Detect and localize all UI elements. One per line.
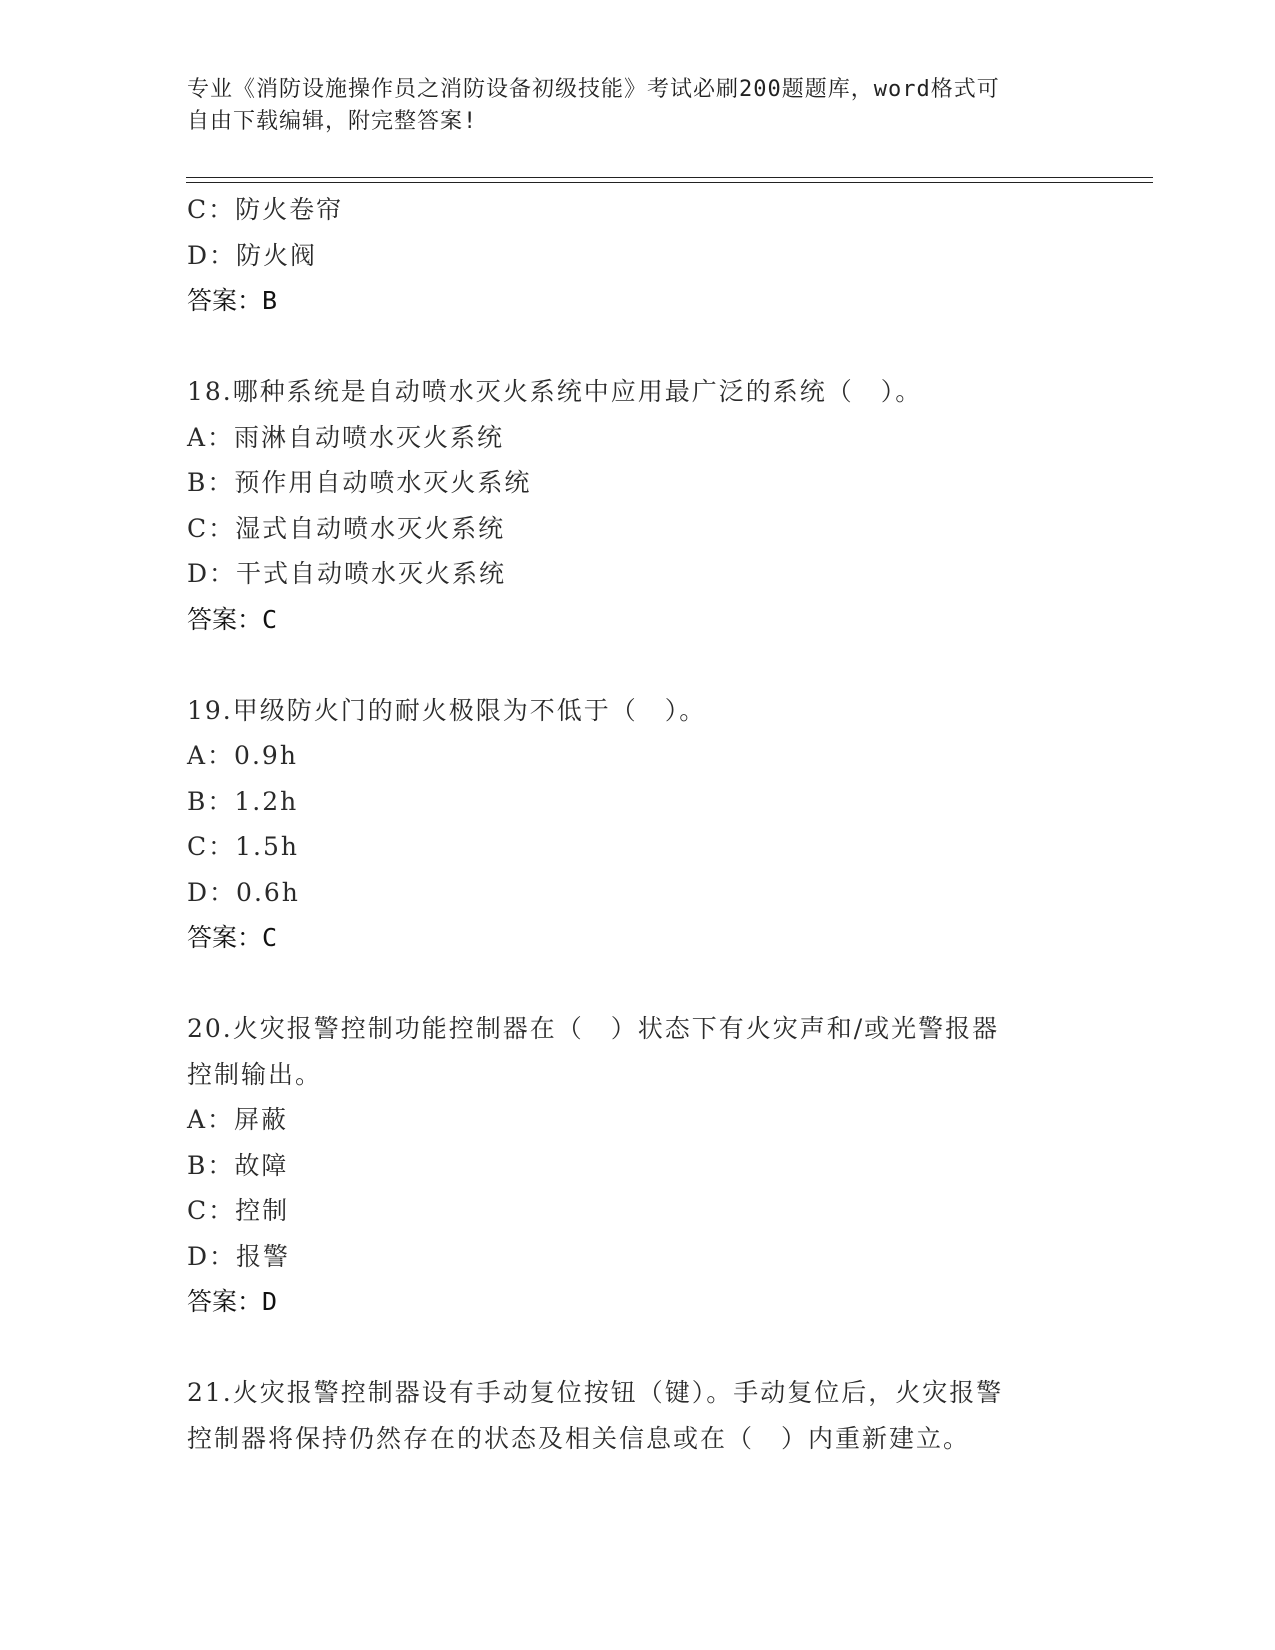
question-18 bbox=[187, 369, 1087, 642]
question-stem-line-1: 20.火灾报警控制功能控制器在（ ）状态下有火灾声和/或光警报器 bbox=[187, 1014, 1000, 1043]
spacer bbox=[187, 642, 1087, 688]
option-a: A：雨淋自动喷水灭火系统 bbox=[187, 422, 505, 452]
option-b: B：1.2h bbox=[187, 786, 299, 816]
question-stem: 19.甲级防火门的耐火极限为不低于（ ）。 bbox=[187, 695, 707, 725]
header-title-line-1: 专业《消防设施操作员之消防设备初级技能》考试必刷200题题库，word格式可 bbox=[187, 77, 1000, 102]
answer-line: 答案：C bbox=[187, 604, 278, 634]
spacer bbox=[187, 324, 1087, 370]
question-stem-line-2: 控制器将保持仍然存在的状态及相关信息或在（ ）内重新建立。 bbox=[187, 1423, 971, 1453]
spacer bbox=[187, 961, 1087, 1007]
option-c: C：1.5h bbox=[187, 832, 299, 861]
question-21 bbox=[187, 1370, 1087, 1461]
header-title-line-2: 自由下载编辑，附完整答案! bbox=[187, 109, 478, 134]
option-a: A：0.9h bbox=[187, 741, 298, 770]
question-stem: 18.哪种系统是自动喷水灭火系统中应用最广泛的系统（ ）。 bbox=[187, 377, 923, 406]
answer-line: 答案：C bbox=[187, 923, 278, 952]
question-20 bbox=[187, 1006, 1087, 1325]
question-17-tail bbox=[187, 187, 1087, 324]
spacer bbox=[187, 1325, 1087, 1371]
option-c: C：防火卷帘 bbox=[187, 195, 344, 224]
option-d: D：防火阀 bbox=[187, 240, 318, 270]
header-divider-bottom bbox=[186, 182, 1153, 183]
question-19 bbox=[187, 688, 1087, 961]
option-d: D：报警 bbox=[187, 1241, 291, 1271]
header-divider-top bbox=[186, 177, 1153, 178]
question-list bbox=[187, 187, 1087, 1461]
option-d: D：干式自动喷水灭火系统 bbox=[187, 559, 507, 588]
question-stem-line-2: 控制输出。 bbox=[187, 1059, 323, 1089]
option-b: B：预作用自动喷水灭火系统 bbox=[187, 468, 532, 497]
answer-line: 答案：B bbox=[187, 286, 278, 315]
question-stem-line-1: 21.火灾报警控制器设有手动复位按钮（键）。手动复位后，火灾报警 bbox=[187, 1378, 1004, 1407]
option-c: C：控制 bbox=[187, 1196, 290, 1225]
option-d: D：0.6h bbox=[187, 877, 300, 907]
document-header bbox=[187, 74, 1087, 138]
option-c: C：湿式自动喷水灭火系统 bbox=[187, 513, 506, 543]
answer-line: 答案：D bbox=[187, 1287, 278, 1316]
option-b: B：故障 bbox=[187, 1150, 289, 1180]
option-a: A：屏蔽 bbox=[187, 1105, 289, 1134]
